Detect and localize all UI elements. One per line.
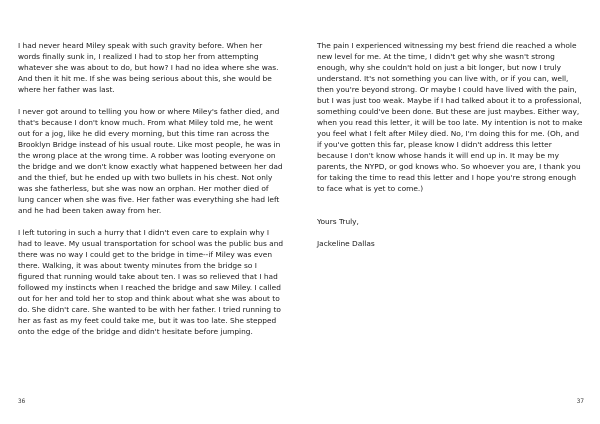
paragraph: I had never heard Miley speak with such gravity before. When her words finally sunk in, I realized I had to stop her from attempting whatever she was about to do, but how? I had no idea where she was. And then it hit me. If she was being serious about this, she would be where her father was last.: [18, 41, 279, 94]
signature: Jackeline Dallas: [317, 239, 375, 248]
paragraph: I left tutoring in such a hurry that I didn't even care to explain why I had to leave. My usual transportation for school was the public bus and there was no way I could get to the bridge in time--if Miley was even there. Walking, it was about twenty minutes from the bridge so I figured that running would take about ten. I was so relieved that I had followed my instincts when I reached the bridge and saw Miley. I called out for her and told her to stop and think about what she was about to do. She didn't care. She wanted to be with her father. I tried running to her as fast as my feet could take me, but it was too late. She stepped onto the edge of the bridge and didn't hesitate before jumping.: [18, 228, 284, 336]
page-number: 36: [18, 398, 26, 405]
right-page-text: [317, 40, 584, 260]
paragraph: I never got around to telling you how or where Miley's father died, and that's because I don't know much. From what Miley told me, he went out for a jog, like he did every morning, but this time ran across the Brooklyn Bridge instead of his usual route. Like most people, he was in the wrong place at the wrong time. A robber was looting everyone on the bridge and we don't know exactly what happened between her dad and the thief, but he ended up with two bullets in his chest. Not only was she fatherless, but she was now an orphan. Her mother died of lung cancer when she was five. Her father was everything she had left and he had been taken away from her.: [18, 107, 283, 215]
closing: Yours Truly,: [317, 217, 359, 226]
letter-signoff: [317, 216, 584, 249]
left-page-text: [18, 40, 284, 348]
page-number: 37: [576, 398, 584, 405]
paragraph: The pain I experienced witnessing my best friend die reached a whole new level for me. At the time, I didn't get why she wasn't strong enough, why she couldn't hold on just a bit longer, but now I truly understand. It's not something you can live with, or if you can, well, then you're beyond strong. Or maybe I could have lived with the pain, but I was just too weak. Maybe if I had talked about it to a professional, something could've been done. But these are just maybes. Either way, when you read this letter, it will be too late. My intention is not to make you feel what I felt after Miley died. No, I'm doing this for me. (Oh, and if you've gotten this far, please know I didn't address this letter because I don't know whose hands it will end up in. It may be my parents, the NYPD, or god knows who. So whoever you are, I thank you for taking the time to read this letter and I hope you're strong enough to face what is yet to come.): [317, 41, 583, 193]
right-page: [300, 0, 600, 424]
